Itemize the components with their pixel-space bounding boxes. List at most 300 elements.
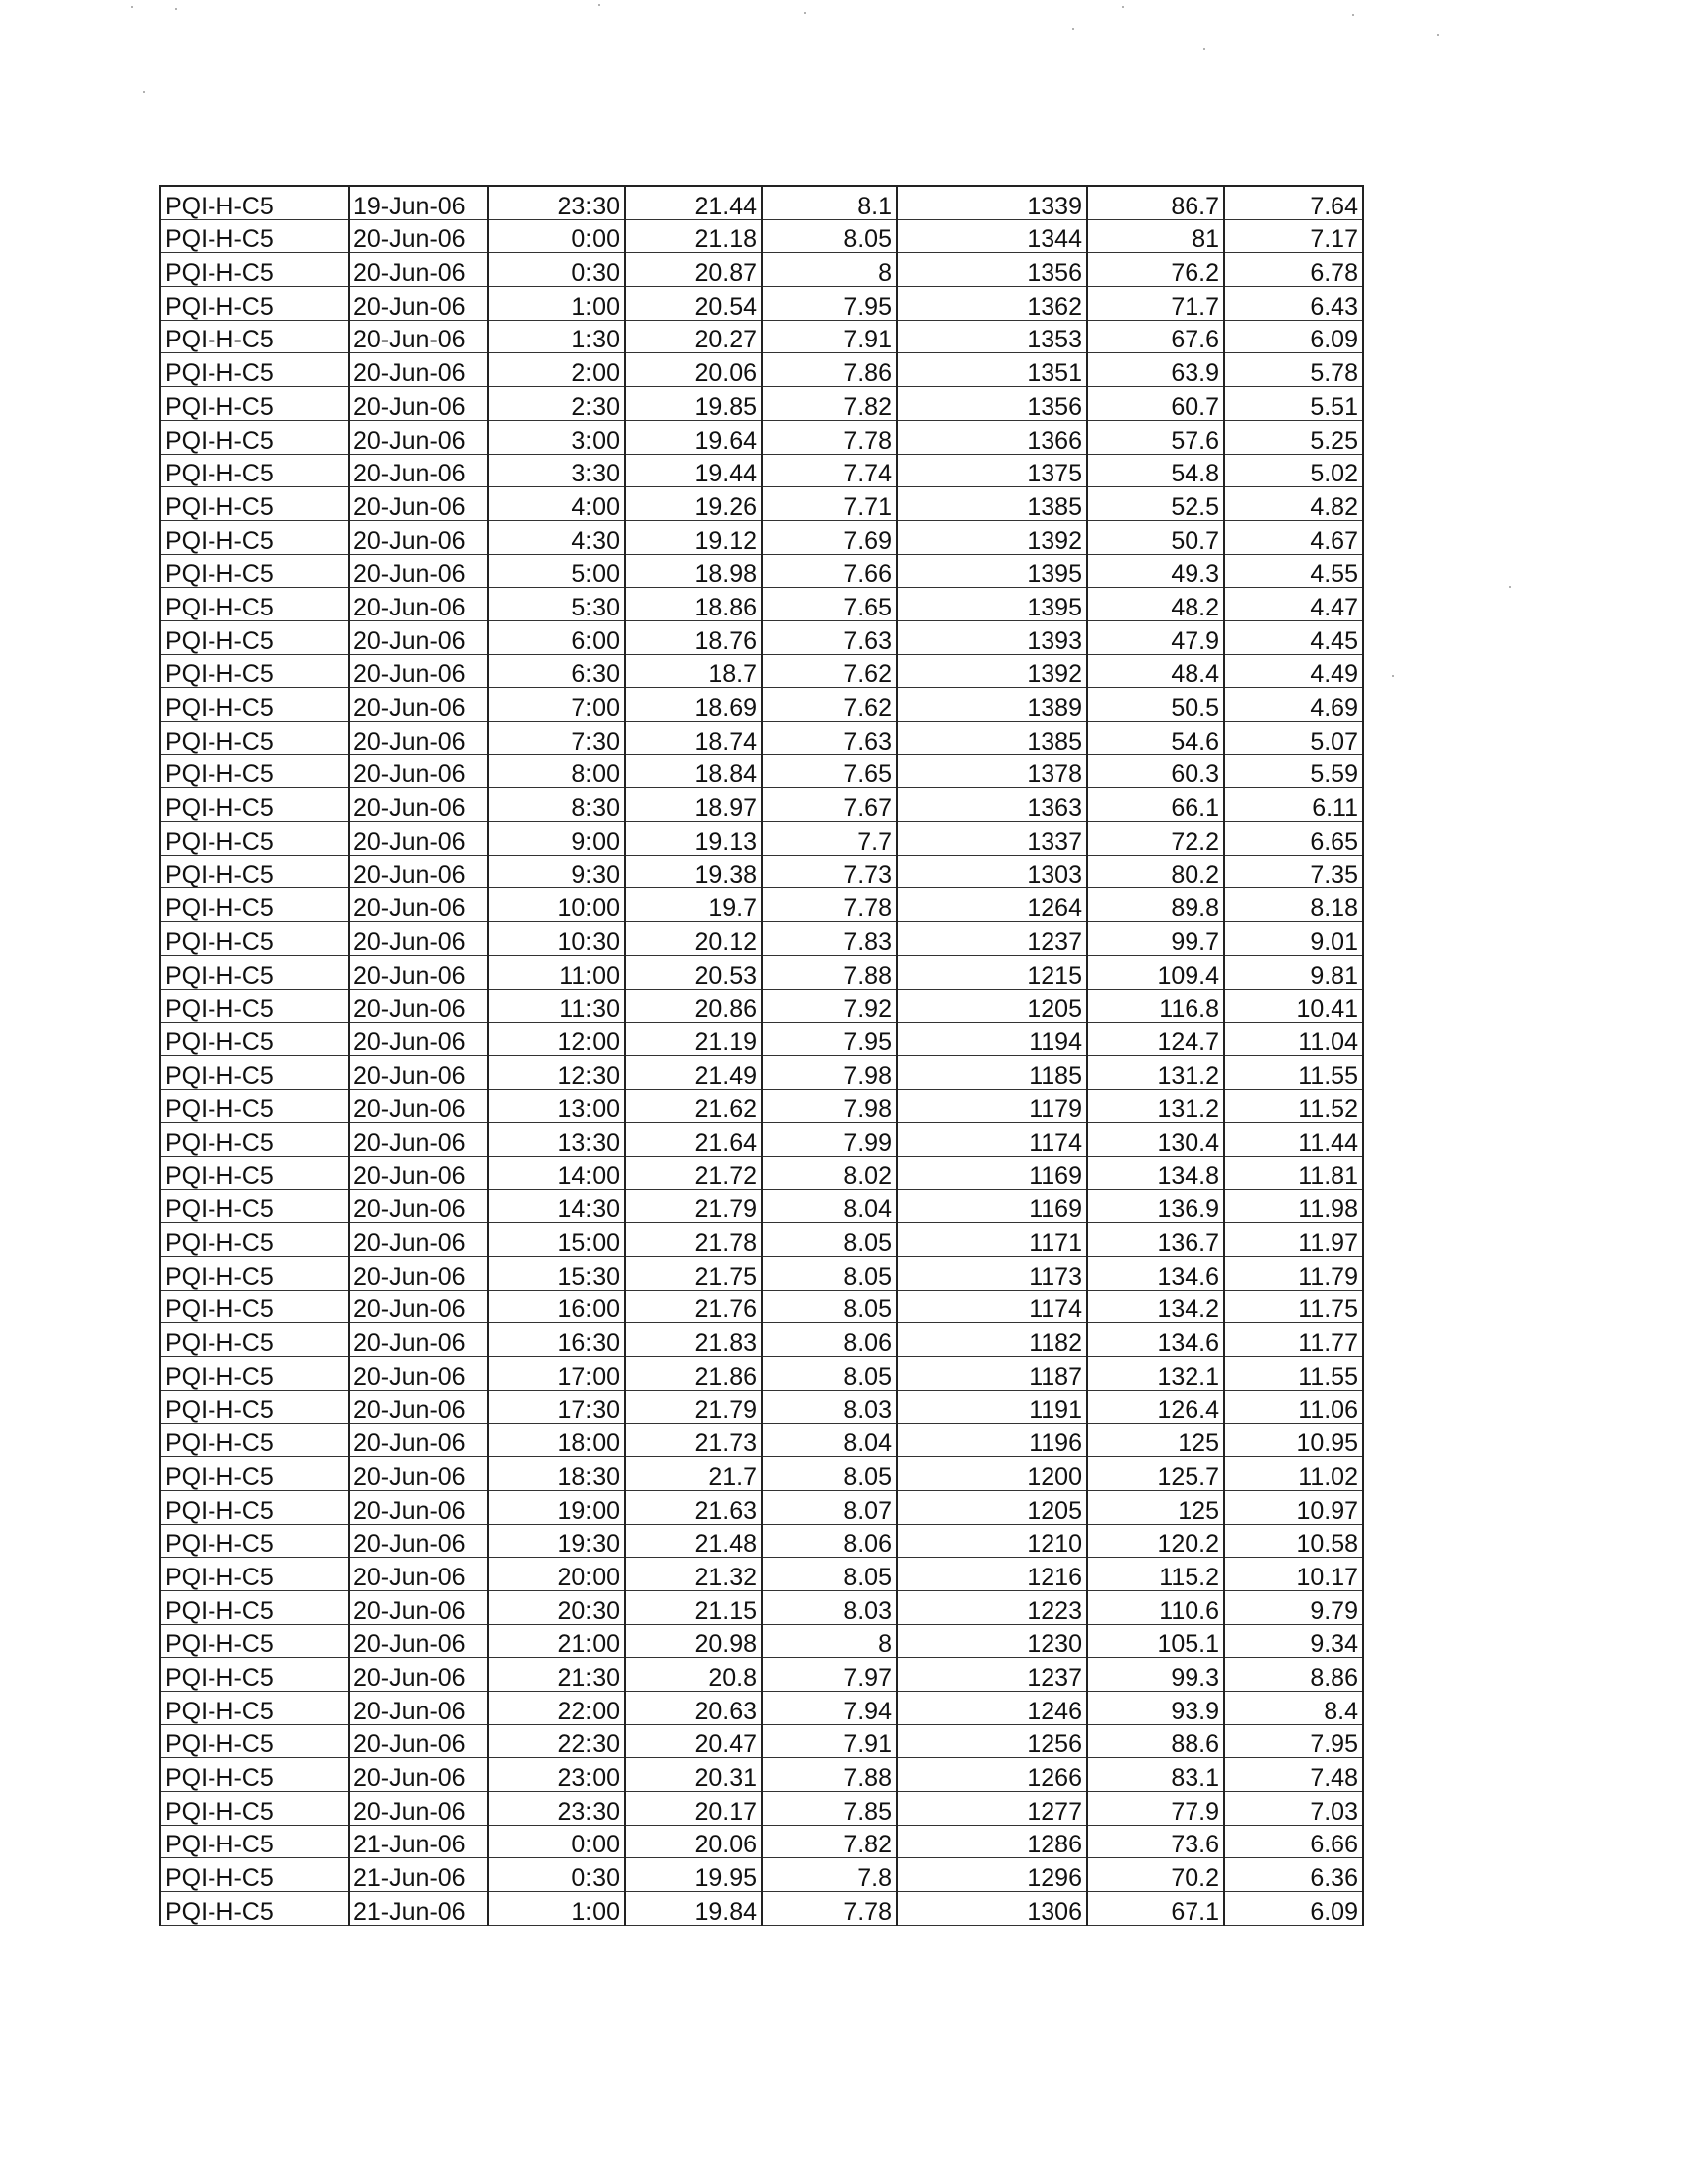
date-cell: 20-Jun-06 bbox=[349, 1590, 488, 1624]
time-cell: 0:00 bbox=[488, 219, 625, 253]
value-cell: 126.4 bbox=[1087, 1390, 1224, 1424]
value-cell: 20.06 bbox=[625, 353, 762, 387]
value-cell: 60.7 bbox=[1087, 387, 1224, 421]
table-row bbox=[160, 1323, 1363, 1357]
site-cell: PQI-H-C5 bbox=[160, 1223, 349, 1257]
site-cell: PQI-H-C5 bbox=[160, 688, 349, 722]
value-cell: 1194 bbox=[897, 1023, 1087, 1056]
value-cell: 7.99 bbox=[762, 1123, 897, 1157]
date-cell: 20-Jun-06 bbox=[349, 219, 488, 253]
value-cell: 60.3 bbox=[1087, 754, 1224, 788]
value-cell: 1277 bbox=[897, 1792, 1087, 1826]
value-cell: 71.7 bbox=[1087, 287, 1224, 321]
value-cell: 6.09 bbox=[1224, 1892, 1363, 1926]
date-cell: 21-Jun-06 bbox=[349, 1858, 488, 1892]
value-cell: 1210 bbox=[897, 1524, 1087, 1558]
value-cell: 1296 bbox=[897, 1858, 1087, 1892]
time-cell: 23:30 bbox=[488, 186, 625, 219]
data-sheet bbox=[159, 185, 1362, 1926]
site-cell: PQI-H-C5 bbox=[160, 1858, 349, 1892]
value-cell: 7.63 bbox=[762, 722, 897, 755]
value-cell: 105.1 bbox=[1087, 1624, 1224, 1658]
value-cell: 1356 bbox=[897, 253, 1087, 287]
table-row bbox=[160, 1490, 1363, 1524]
value-cell: 1216 bbox=[897, 1558, 1087, 1591]
date-cell: 20-Jun-06 bbox=[349, 1290, 488, 1323]
value-cell: 7.88 bbox=[762, 955, 897, 989]
value-cell: 1174 bbox=[897, 1123, 1087, 1157]
value-cell: 48.2 bbox=[1087, 588, 1224, 621]
site-cell: PQI-H-C5 bbox=[160, 1424, 349, 1457]
value-cell: 21.78 bbox=[625, 1223, 762, 1257]
table-row bbox=[160, 722, 1363, 755]
value-cell: 99.7 bbox=[1087, 922, 1224, 956]
site-cell: PQI-H-C5 bbox=[160, 922, 349, 956]
date-cell: 20-Jun-06 bbox=[349, 1624, 488, 1658]
value-cell: 134.8 bbox=[1087, 1156, 1224, 1189]
value-cell: 20.63 bbox=[625, 1691, 762, 1724]
value-cell: 1378 bbox=[897, 754, 1087, 788]
table-row bbox=[160, 654, 1363, 688]
value-cell: 7.67 bbox=[762, 788, 897, 822]
table-row bbox=[160, 620, 1363, 654]
table-row bbox=[160, 989, 1363, 1023]
value-cell: 66.1 bbox=[1087, 788, 1224, 822]
value-cell: 93.9 bbox=[1087, 1691, 1224, 1724]
value-cell: 1393 bbox=[897, 620, 1087, 654]
value-cell: 7.73 bbox=[762, 855, 897, 888]
value-cell: 11.81 bbox=[1224, 1156, 1363, 1189]
value-cell: 19.12 bbox=[625, 520, 762, 554]
value-cell: 89.8 bbox=[1087, 888, 1224, 922]
site-cell: PQI-H-C5 bbox=[160, 287, 349, 321]
table-row bbox=[160, 1724, 1363, 1758]
value-cell: 4.69 bbox=[1224, 688, 1363, 722]
time-cell: 3:30 bbox=[488, 454, 625, 487]
value-cell: 8.05 bbox=[762, 1257, 897, 1291]
value-cell: 1356 bbox=[897, 387, 1087, 421]
site-cell: PQI-H-C5 bbox=[160, 1189, 349, 1223]
value-cell: 1395 bbox=[897, 588, 1087, 621]
value-cell: 7.95 bbox=[762, 1023, 897, 1056]
date-cell: 20-Jun-06 bbox=[349, 554, 488, 588]
time-cell: 13:30 bbox=[488, 1123, 625, 1157]
date-cell: 20-Jun-06 bbox=[349, 1223, 488, 1257]
value-cell: 1362 bbox=[897, 287, 1087, 321]
table-row bbox=[160, 253, 1363, 287]
table-row bbox=[160, 1055, 1363, 1089]
site-cell: PQI-H-C5 bbox=[160, 1892, 349, 1926]
value-cell: 1366 bbox=[897, 420, 1087, 454]
value-cell: 72.2 bbox=[1087, 822, 1224, 856]
time-cell: 20:00 bbox=[488, 1558, 625, 1591]
value-cell: 5.51 bbox=[1224, 387, 1363, 421]
table-row bbox=[160, 1223, 1363, 1257]
site-cell: PQI-H-C5 bbox=[160, 722, 349, 755]
time-cell: 3:00 bbox=[488, 420, 625, 454]
value-cell: 8.06 bbox=[762, 1323, 897, 1357]
value-cell: 8.02 bbox=[762, 1156, 897, 1189]
value-cell: 7.91 bbox=[762, 320, 897, 353]
table-row bbox=[160, 888, 1363, 922]
value-cell: 7.7 bbox=[762, 822, 897, 856]
time-cell: 1:00 bbox=[488, 287, 625, 321]
table-row bbox=[160, 1892, 1363, 1926]
time-cell: 17:00 bbox=[488, 1357, 625, 1391]
time-cell: 6:00 bbox=[488, 620, 625, 654]
value-cell: 7.88 bbox=[762, 1758, 897, 1792]
time-cell: 15:00 bbox=[488, 1223, 625, 1257]
value-cell: 19.13 bbox=[625, 822, 762, 856]
value-cell: 1306 bbox=[897, 1892, 1087, 1926]
site-cell: PQI-H-C5 bbox=[160, 754, 349, 788]
value-cell: 7.03 bbox=[1224, 1792, 1363, 1826]
time-cell: 23:00 bbox=[488, 1758, 625, 1792]
value-cell: 63.9 bbox=[1087, 353, 1224, 387]
value-cell: 11.77 bbox=[1224, 1323, 1363, 1357]
value-cell: 67.6 bbox=[1087, 320, 1224, 353]
site-cell: PQI-H-C5 bbox=[160, 387, 349, 421]
value-cell: 19.44 bbox=[625, 454, 762, 487]
time-cell: 10:00 bbox=[488, 888, 625, 922]
value-cell: 54.8 bbox=[1087, 454, 1224, 487]
value-cell: 1256 bbox=[897, 1724, 1087, 1758]
value-cell: 20.31 bbox=[625, 1758, 762, 1792]
value-cell: 10.95 bbox=[1224, 1424, 1363, 1457]
value-cell: 19.84 bbox=[625, 1892, 762, 1926]
value-cell: 20.27 bbox=[625, 320, 762, 353]
value-cell: 4.67 bbox=[1224, 520, 1363, 554]
value-cell: 21.49 bbox=[625, 1055, 762, 1089]
value-cell: 1205 bbox=[897, 1490, 1087, 1524]
value-cell: 1200 bbox=[897, 1457, 1087, 1491]
value-cell: 21.64 bbox=[625, 1123, 762, 1157]
value-cell: 8.1 bbox=[762, 186, 897, 219]
table-row bbox=[160, 1290, 1363, 1323]
value-cell: 1171 bbox=[897, 1223, 1087, 1257]
value-cell: 47.9 bbox=[1087, 620, 1224, 654]
value-cell: 21.63 bbox=[625, 1490, 762, 1524]
value-cell: 1237 bbox=[897, 922, 1087, 956]
site-cell: PQI-H-C5 bbox=[160, 1257, 349, 1291]
value-cell: 1191 bbox=[897, 1390, 1087, 1424]
value-cell: 7.62 bbox=[762, 688, 897, 722]
value-cell: 8.03 bbox=[762, 1390, 897, 1424]
date-cell: 20-Jun-06 bbox=[349, 287, 488, 321]
value-cell: 134.2 bbox=[1087, 1290, 1224, 1323]
data-table bbox=[159, 185, 1364, 1926]
value-cell: 1196 bbox=[897, 1424, 1087, 1457]
value-cell: 20.54 bbox=[625, 287, 762, 321]
table-body bbox=[160, 186, 1363, 1925]
table-row bbox=[160, 387, 1363, 421]
site-cell: PQI-H-C5 bbox=[160, 1590, 349, 1624]
value-cell: 6.11 bbox=[1224, 788, 1363, 822]
table-row bbox=[160, 520, 1363, 554]
value-cell: 134.6 bbox=[1087, 1257, 1224, 1291]
value-cell: 1392 bbox=[897, 520, 1087, 554]
value-cell: 10.97 bbox=[1224, 1490, 1363, 1524]
date-cell: 20-Jun-06 bbox=[349, 1123, 488, 1157]
value-cell: 7.83 bbox=[762, 922, 897, 956]
date-cell: 20-Jun-06 bbox=[349, 855, 488, 888]
date-cell: 20-Jun-06 bbox=[349, 387, 488, 421]
table-row bbox=[160, 1123, 1363, 1157]
date-cell: 20-Jun-06 bbox=[349, 1792, 488, 1826]
value-cell: 18.84 bbox=[625, 754, 762, 788]
value-cell: 5.59 bbox=[1224, 754, 1363, 788]
date-cell: 20-Jun-06 bbox=[349, 688, 488, 722]
time-cell: 9:30 bbox=[488, 855, 625, 888]
date-cell: 20-Jun-06 bbox=[349, 888, 488, 922]
value-cell: 21.18 bbox=[625, 219, 762, 253]
value-cell: 130.4 bbox=[1087, 1123, 1224, 1157]
value-cell: 4.47 bbox=[1224, 588, 1363, 621]
value-cell: 7.98 bbox=[762, 1089, 897, 1123]
value-cell: 1337 bbox=[897, 822, 1087, 856]
value-cell: 21.73 bbox=[625, 1424, 762, 1457]
site-cell: PQI-H-C5 bbox=[160, 454, 349, 487]
value-cell: 131.2 bbox=[1087, 1089, 1224, 1123]
value-cell: 57.6 bbox=[1087, 420, 1224, 454]
table-row bbox=[160, 1624, 1363, 1658]
value-cell: 11.97 bbox=[1224, 1223, 1363, 1257]
date-cell: 20-Jun-06 bbox=[349, 520, 488, 554]
value-cell: 116.8 bbox=[1087, 989, 1224, 1023]
site-cell: PQI-H-C5 bbox=[160, 1290, 349, 1323]
value-cell: 21.75 bbox=[625, 1257, 762, 1291]
date-cell: 20-Jun-06 bbox=[349, 1323, 488, 1357]
value-cell: 80.2 bbox=[1087, 855, 1224, 888]
value-cell: 11.44 bbox=[1224, 1123, 1363, 1157]
site-cell: PQI-H-C5 bbox=[160, 1123, 349, 1157]
value-cell: 115.2 bbox=[1087, 1558, 1224, 1591]
site-cell: PQI-H-C5 bbox=[160, 620, 349, 654]
value-cell: 21.19 bbox=[625, 1023, 762, 1056]
site-cell: PQI-H-C5 bbox=[160, 186, 349, 219]
table-row bbox=[160, 1390, 1363, 1424]
date-cell: 20-Jun-06 bbox=[349, 654, 488, 688]
value-cell: 7.17 bbox=[1224, 219, 1363, 253]
table-row bbox=[160, 1089, 1363, 1123]
value-cell: 11.55 bbox=[1224, 1357, 1363, 1391]
time-cell: 0:30 bbox=[488, 1858, 625, 1892]
time-cell: 18:00 bbox=[488, 1424, 625, 1457]
table-row bbox=[160, 287, 1363, 321]
value-cell: 7.97 bbox=[762, 1658, 897, 1692]
site-cell: PQI-H-C5 bbox=[160, 788, 349, 822]
site-cell: PQI-H-C5 bbox=[160, 1055, 349, 1089]
value-cell: 1223 bbox=[897, 1590, 1087, 1624]
value-cell: 7.74 bbox=[762, 454, 897, 487]
site-cell: PQI-H-C5 bbox=[160, 989, 349, 1023]
value-cell: 7.78 bbox=[762, 1892, 897, 1926]
value-cell: 19.64 bbox=[625, 420, 762, 454]
value-cell: 21.79 bbox=[625, 1390, 762, 1424]
site-cell: PQI-H-C5 bbox=[160, 353, 349, 387]
time-cell: 10:30 bbox=[488, 922, 625, 956]
table-row bbox=[160, 1758, 1363, 1792]
value-cell: 20.47 bbox=[625, 1724, 762, 1758]
table-row bbox=[160, 1189, 1363, 1223]
site-cell: PQI-H-C5 bbox=[160, 822, 349, 856]
date-cell: 20-Jun-06 bbox=[349, 1424, 488, 1457]
value-cell: 73.6 bbox=[1087, 1825, 1224, 1858]
table-row bbox=[160, 1524, 1363, 1558]
time-cell: 11:00 bbox=[488, 955, 625, 989]
value-cell: 1237 bbox=[897, 1658, 1087, 1692]
value-cell: 7.86 bbox=[762, 353, 897, 387]
date-cell: 20-Jun-06 bbox=[349, 620, 488, 654]
value-cell: 54.6 bbox=[1087, 722, 1224, 755]
value-cell: 18.97 bbox=[625, 788, 762, 822]
value-cell: 1303 bbox=[897, 855, 1087, 888]
time-cell: 23:30 bbox=[488, 1792, 625, 1826]
value-cell: 1215 bbox=[897, 955, 1087, 989]
value-cell: 19.38 bbox=[625, 855, 762, 888]
site-cell: PQI-H-C5 bbox=[160, 253, 349, 287]
site-cell: PQI-H-C5 bbox=[160, 1724, 349, 1758]
time-cell: 4:30 bbox=[488, 520, 625, 554]
site-cell: PQI-H-C5 bbox=[160, 1089, 349, 1123]
table-row bbox=[160, 588, 1363, 621]
time-cell: 22:00 bbox=[488, 1691, 625, 1724]
value-cell: 8.18 bbox=[1224, 888, 1363, 922]
table-row bbox=[160, 1658, 1363, 1692]
value-cell: 8.05 bbox=[762, 219, 897, 253]
value-cell: 1351 bbox=[897, 353, 1087, 387]
value-cell: 1344 bbox=[897, 219, 1087, 253]
time-cell: 21:30 bbox=[488, 1658, 625, 1692]
value-cell: 1179 bbox=[897, 1089, 1087, 1123]
table-row bbox=[160, 219, 1363, 253]
value-cell: 18.86 bbox=[625, 588, 762, 621]
value-cell: 125 bbox=[1087, 1490, 1224, 1524]
value-cell: 21.79 bbox=[625, 1189, 762, 1223]
value-cell: 5.07 bbox=[1224, 722, 1363, 755]
value-cell: 11.06 bbox=[1224, 1390, 1363, 1424]
value-cell: 5.02 bbox=[1224, 454, 1363, 487]
time-cell: 1:30 bbox=[488, 320, 625, 353]
value-cell: 7.62 bbox=[762, 654, 897, 688]
value-cell: 7.64 bbox=[1224, 186, 1363, 219]
value-cell: 7.66 bbox=[762, 554, 897, 588]
table-row bbox=[160, 1825, 1363, 1858]
value-cell: 1385 bbox=[897, 722, 1087, 755]
value-cell: 6.43 bbox=[1224, 287, 1363, 321]
value-cell: 1174 bbox=[897, 1290, 1087, 1323]
value-cell: 1385 bbox=[897, 487, 1087, 521]
value-cell: 1169 bbox=[897, 1189, 1087, 1223]
table-row bbox=[160, 1792, 1363, 1826]
table-row bbox=[160, 487, 1363, 521]
time-cell: 6:30 bbox=[488, 654, 625, 688]
value-cell: 7.82 bbox=[762, 1825, 897, 1858]
site-cell: PQI-H-C5 bbox=[160, 855, 349, 888]
value-cell: 1230 bbox=[897, 1624, 1087, 1658]
value-cell: 1205 bbox=[897, 989, 1087, 1023]
value-cell: 6.36 bbox=[1224, 1858, 1363, 1892]
site-cell: PQI-H-C5 bbox=[160, 1457, 349, 1491]
time-cell: 22:30 bbox=[488, 1724, 625, 1758]
value-cell: 7.71 bbox=[762, 487, 897, 521]
value-cell: 109.4 bbox=[1087, 955, 1224, 989]
value-cell: 1353 bbox=[897, 320, 1087, 353]
value-cell: 9.34 bbox=[1224, 1624, 1363, 1658]
value-cell: 1173 bbox=[897, 1257, 1087, 1291]
date-cell: 20-Jun-06 bbox=[349, 989, 488, 1023]
table-row bbox=[160, 688, 1363, 722]
value-cell: 1246 bbox=[897, 1691, 1087, 1724]
date-cell: 20-Jun-06 bbox=[349, 1490, 488, 1524]
value-cell: 7.8 bbox=[762, 1858, 897, 1892]
time-cell: 1:00 bbox=[488, 1892, 625, 1926]
site-cell: PQI-H-C5 bbox=[160, 1490, 349, 1524]
value-cell: 1182 bbox=[897, 1323, 1087, 1357]
date-cell: 20-Jun-06 bbox=[349, 320, 488, 353]
value-cell: 8.86 bbox=[1224, 1658, 1363, 1692]
date-cell: 20-Jun-06 bbox=[349, 1390, 488, 1424]
value-cell: 11.52 bbox=[1224, 1089, 1363, 1123]
value-cell: 21.76 bbox=[625, 1290, 762, 1323]
value-cell: 9.01 bbox=[1224, 922, 1363, 956]
value-cell: 8.04 bbox=[762, 1424, 897, 1457]
value-cell: 19.26 bbox=[625, 487, 762, 521]
value-cell: 52.5 bbox=[1087, 487, 1224, 521]
value-cell: 7.92 bbox=[762, 989, 897, 1023]
value-cell: 1266 bbox=[897, 1758, 1087, 1792]
table-row bbox=[160, 955, 1363, 989]
site-cell: PQI-H-C5 bbox=[160, 1624, 349, 1658]
value-cell: 67.1 bbox=[1087, 1892, 1224, 1926]
value-cell: 21.32 bbox=[625, 1558, 762, 1591]
value-cell: 1395 bbox=[897, 554, 1087, 588]
site-cell: PQI-H-C5 bbox=[160, 219, 349, 253]
table-row bbox=[160, 1156, 1363, 1189]
time-cell: 7:30 bbox=[488, 722, 625, 755]
table-row bbox=[160, 754, 1363, 788]
value-cell: 21.48 bbox=[625, 1524, 762, 1558]
site-cell: PQI-H-C5 bbox=[160, 1691, 349, 1724]
site-cell: PQI-H-C5 bbox=[160, 955, 349, 989]
date-cell: 20-Jun-06 bbox=[349, 922, 488, 956]
value-cell: 21.72 bbox=[625, 1156, 762, 1189]
value-cell: 10.17 bbox=[1224, 1558, 1363, 1591]
value-cell: 1169 bbox=[897, 1156, 1087, 1189]
date-cell: 20-Jun-06 bbox=[349, 1357, 488, 1391]
value-cell: 70.2 bbox=[1087, 1858, 1224, 1892]
table-row bbox=[160, 1858, 1363, 1892]
value-cell: 1286 bbox=[897, 1825, 1087, 1858]
value-cell: 11.04 bbox=[1224, 1023, 1363, 1056]
time-cell: 2:30 bbox=[488, 387, 625, 421]
value-cell: 5.78 bbox=[1224, 353, 1363, 387]
date-cell: 20-Jun-06 bbox=[349, 420, 488, 454]
value-cell: 7.91 bbox=[762, 1724, 897, 1758]
value-cell: 1389 bbox=[897, 688, 1087, 722]
value-cell: 20.06 bbox=[625, 1825, 762, 1858]
value-cell: 7.82 bbox=[762, 387, 897, 421]
value-cell: 4.82 bbox=[1224, 487, 1363, 521]
time-cell: 19:30 bbox=[488, 1524, 625, 1558]
time-cell: 0:00 bbox=[488, 1825, 625, 1858]
value-cell: 1339 bbox=[897, 186, 1087, 219]
date-cell: 20-Jun-06 bbox=[349, 754, 488, 788]
time-cell: 2:00 bbox=[488, 353, 625, 387]
time-cell: 14:00 bbox=[488, 1156, 625, 1189]
time-cell: 15:30 bbox=[488, 1257, 625, 1291]
date-cell: 20-Jun-06 bbox=[349, 1257, 488, 1291]
